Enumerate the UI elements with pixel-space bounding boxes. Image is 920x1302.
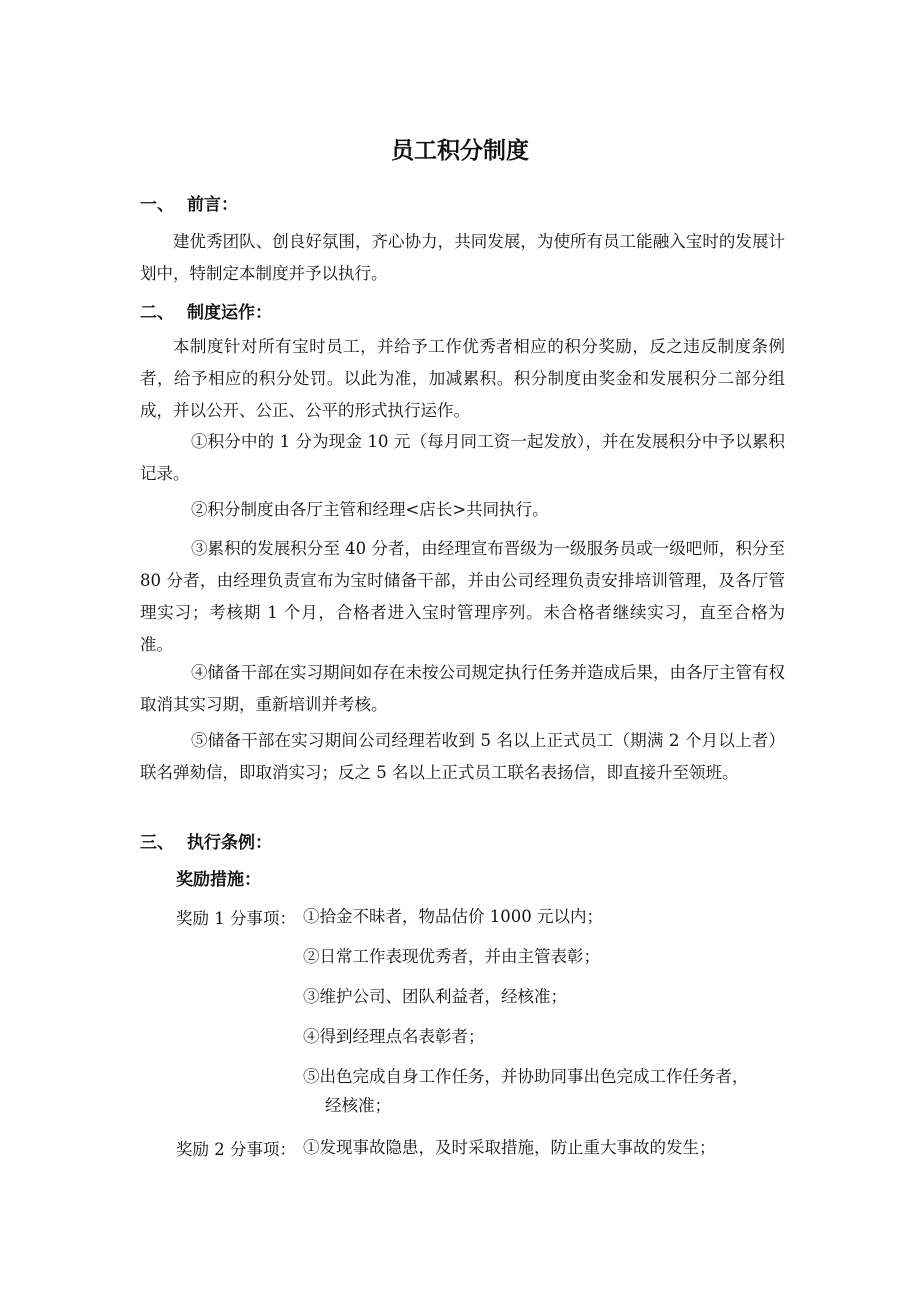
reward-1-item: ④得到经理点名表彰者； bbox=[303, 1027, 485, 1046]
section-title: 执行条例： bbox=[187, 833, 272, 853]
section-heading-execution bbox=[140, 828, 272, 853]
reward-2-item: ①发现事故隐患，及时采取措施，防止重大事故的发生； bbox=[303, 1138, 716, 1157]
operation-item-2: ②积分制度由各厅主管和经理<店长>共同执行。 bbox=[191, 500, 549, 519]
reward-measures-heading: 奖励措施： bbox=[176, 870, 261, 890]
reward-1-item-5-line-2: 经核准； bbox=[325, 1096, 391, 1115]
operation-item-3: ③累积的发展积分至 40 分者，由经理宣布晋级为一级服务员或一级吧师，积分至 80 分者，由经理负责宣布为宝时储备干部，并由公司经理负责安排培训管理，及各厅管理实习；考核期 1 个月，合格者进入宝时管理序列。未合格者继续实习，直至合格为准。 bbox=[140, 539, 785, 654]
section-number: 三、 bbox=[140, 833, 174, 853]
section-heading-operation bbox=[140, 298, 272, 323]
operation-item-5: ⑤储备干部在实习期间公司经理若收到 5 名以上正式员工（期满 2 个月以上者）联名弹劾信，即取消实习；反之 5 名以上正式员工联名表扬信，即直接升至领班。 bbox=[140, 731, 785, 782]
section-title: 制度运作： bbox=[187, 303, 272, 323]
section-number: 一、 bbox=[140, 195, 174, 215]
reward-1-item: ②日常工作表现优秀者，并由主管表彰； bbox=[303, 947, 600, 966]
reward-1-item: ①拾金不昧者，物品估价 1000 元以内； bbox=[303, 907, 603, 926]
reward-1-item-5 bbox=[303, 1062, 793, 1120]
reward-1-item: ③维护公司、团队利益者，经核准； bbox=[303, 987, 567, 1006]
section-title: 前言： bbox=[187, 195, 238, 215]
operation-intro-paragraph: 本制度针对所有宝时员工，并给予工作优秀者相应的积分奖励，反之违反制度条例者，给予相应的积分处罚。以此为准，加减累积。积分制度由奖金和发展积分二部分组成，并以公开、公正、公平的形式执行运作。 bbox=[140, 337, 785, 420]
reward-2-point-label: 奖励 2 分事项： bbox=[176, 1140, 296, 1159]
section-heading-preface bbox=[140, 190, 238, 215]
reward-1-item-5-line-1: ⑤出色完成自身工作任务，并协助同事出色完成工作任务者， bbox=[303, 1067, 749, 1086]
operation-item-4: ④储备干部在实习期间如存在未按公司规定执行任务并造成后果，由各厅主管有权取消其实习期，重新培训并考核。 bbox=[140, 663, 785, 714]
operation-item-1: ①积分中的 1 分为现金 10 元（每月同工资一起发放），并在发展积分中予以累积记录。 bbox=[140, 432, 785, 483]
reward-1-point-label: 奖励 1 分事项： bbox=[176, 909, 296, 928]
document-title: 员工积分制度 bbox=[391, 138, 529, 164]
section-number: 二、 bbox=[140, 303, 174, 323]
preface-paragraph: 建优秀团队、创良好氛围，齐心协力，共同发展，为使所有员工能融入宝时的发展计划中，特制定本制度并予以执行。 bbox=[140, 232, 785, 283]
